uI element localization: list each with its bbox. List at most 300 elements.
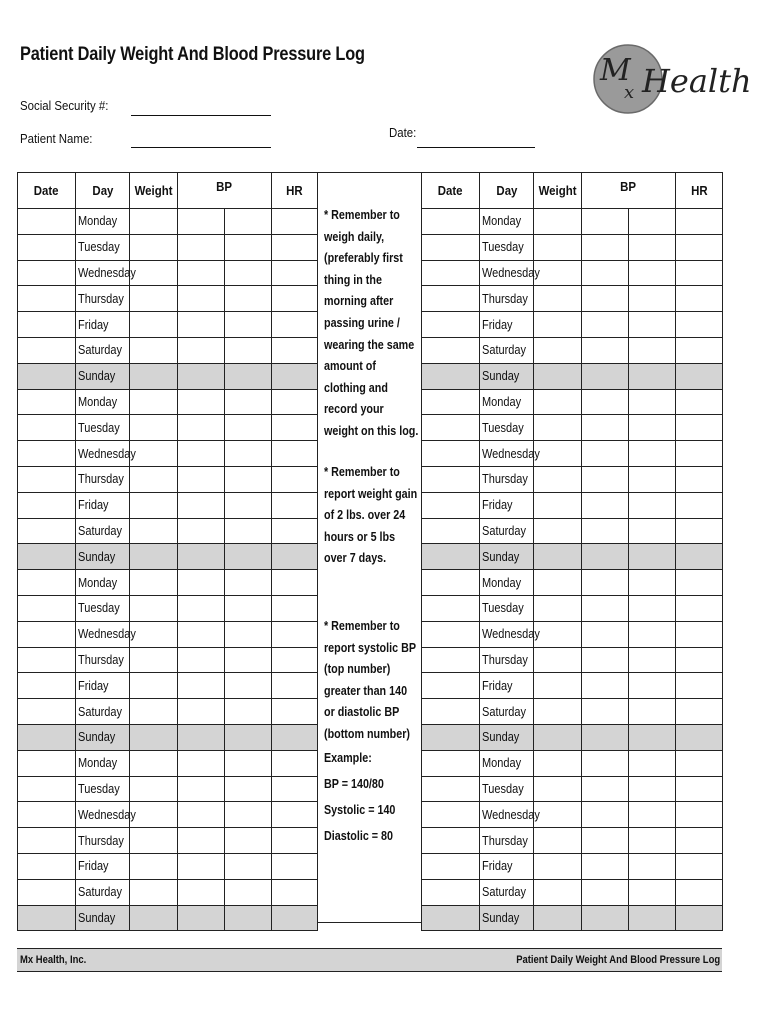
- bp-diastolic-cell[interactable]: [629, 389, 676, 415]
- hr-cell[interactable]: [676, 724, 723, 750]
- date-cell[interactable]: [18, 750, 76, 776]
- bp-systolic-cell[interactable]: [582, 518, 629, 544]
- bp-diastolic-cell[interactable]: [225, 724, 272, 750]
- date-cell[interactable]: [18, 905, 76, 931]
- hr-cell[interactable]: [676, 518, 723, 544]
- bp-diastolic-cell[interactable]: [629, 209, 676, 235]
- hr-cell[interactable]: [676, 905, 723, 931]
- weight-cell[interactable]: [130, 363, 178, 389]
- bp-systolic-cell[interactable]: [582, 802, 629, 828]
- hr-cell[interactable]: [272, 905, 318, 931]
- date-cell[interactable]: [422, 673, 480, 699]
- date-cell[interactable]: [422, 724, 480, 750]
- bp-diastolic-cell[interactable]: [629, 518, 676, 544]
- date-cell[interactable]: [422, 363, 480, 389]
- bp-systolic-cell[interactable]: [582, 492, 629, 518]
- bp-diastolic-cell[interactable]: [629, 595, 676, 621]
- day-cell: [480, 879, 534, 905]
- hr-cell[interactable]: [676, 595, 723, 621]
- bp-systolic-cell[interactable]: [582, 595, 629, 621]
- bp-diastolic-cell[interactable]: [225, 621, 272, 647]
- bp-systolic-cell[interactable]: [582, 544, 629, 570]
- hr-cell[interactable]: [676, 209, 723, 235]
- bp-diastolic-cell[interactable]: [629, 621, 676, 647]
- bp-systolic-cell[interactable]: [582, 389, 629, 415]
- bp-diastolic-cell[interactable]: [629, 905, 676, 931]
- weight-cell[interactable]: [130, 466, 178, 492]
- bp-systolic-cell[interactable]: [582, 466, 629, 492]
- bp-diastolic-cell[interactable]: [225, 286, 272, 312]
- bp-systolic-cell[interactable]: [582, 724, 629, 750]
- weight-cell[interactable]: [130, 673, 178, 699]
- bp-systolic-cell[interactable]: [178, 415, 225, 441]
- date-cell[interactable]: [18, 260, 76, 286]
- weight-cell[interactable]: [130, 389, 178, 415]
- table-row: [18, 492, 318, 518]
- weight-cell[interactable]: [534, 724, 582, 750]
- date-cell[interactable]: [18, 518, 76, 544]
- date-cell[interactable]: [18, 234, 76, 260]
- weight-cell[interactable]: [130, 544, 178, 570]
- bp-diastolic-cell[interactable]: [225, 879, 272, 905]
- bp-diastolic-cell[interactable]: [629, 415, 676, 441]
- bp-diastolic-cell[interactable]: [225, 209, 272, 235]
- date-cell[interactable]: [18, 544, 76, 570]
- weight-cell[interactable]: [130, 828, 178, 854]
- date-cell[interactable]: [18, 699, 76, 725]
- bp-diastolic-cell[interactable]: [629, 647, 676, 673]
- date-cell[interactable]: [422, 828, 480, 854]
- hr-cell[interactable]: [676, 363, 723, 389]
- bp-diastolic-cell[interactable]: [225, 389, 272, 415]
- table-row: [422, 673, 723, 699]
- page-title: Patient Daily Weight And Blood Pressure Log: [20, 44, 365, 65]
- hr-cell[interactable]: [272, 209, 318, 235]
- hr-cell[interactable]: [676, 260, 723, 286]
- ssn-field[interactable]: [131, 115, 271, 116]
- bp-diastolic-cell[interactable]: [629, 466, 676, 492]
- weight-cell[interactable]: [130, 234, 178, 260]
- date-cell[interactable]: [18, 621, 76, 647]
- bp-diastolic-cell[interactable]: [225, 363, 272, 389]
- hr-cell[interactable]: [676, 441, 723, 467]
- bp-systolic-cell[interactable]: [178, 699, 225, 725]
- bp-diastolic-cell[interactable]: [225, 234, 272, 260]
- hr-cell[interactable]: [676, 544, 723, 570]
- bp-systolic-cell[interactable]: [178, 234, 225, 260]
- bp-diastolic-cell[interactable]: [629, 673, 676, 699]
- bp-systolic-cell[interactable]: [178, 209, 225, 235]
- date-cell[interactable]: [422, 905, 480, 931]
- hr-cell[interactable]: [272, 286, 318, 312]
- date-cell[interactable]: [18, 415, 76, 441]
- bp-diastolic-cell[interactable]: [225, 466, 272, 492]
- hr-cell[interactable]: [272, 802, 318, 828]
- hr-cell[interactable]: [272, 518, 318, 544]
- bp-systolic-cell[interactable]: [178, 312, 225, 338]
- date-field[interactable]: [417, 147, 535, 148]
- hr-cell[interactable]: [272, 828, 318, 854]
- weight-cell[interactable]: [130, 518, 178, 544]
- day-label: Friday: [78, 678, 109, 693]
- weight-cell[interactable]: [130, 647, 178, 673]
- weight-cell[interactable]: [534, 415, 582, 441]
- hr-cell[interactable]: [272, 363, 318, 389]
- weight-cell[interactable]: [534, 492, 582, 518]
- bp-systolic-cell[interactable]: [582, 209, 629, 235]
- bp-systolic-cell[interactable]: [582, 415, 629, 441]
- bp-systolic-cell[interactable]: [178, 802, 225, 828]
- date-cell[interactable]: [18, 466, 76, 492]
- day-label: Thursday: [482, 472, 528, 487]
- bp-diastolic-cell[interactable]: [629, 363, 676, 389]
- date-cell[interactable]: [18, 286, 76, 312]
- bp-systolic-cell[interactable]: [178, 905, 225, 931]
- bp-systolic-cell[interactable]: [178, 724, 225, 750]
- bp-systolic-cell[interactable]: [178, 286, 225, 312]
- date-cell[interactable]: [18, 724, 76, 750]
- date-cell[interactable]: [422, 853, 480, 879]
- hr-cell[interactable]: [272, 853, 318, 879]
- day-label: Tuesday: [482, 781, 524, 796]
- weight-cell[interactable]: [534, 518, 582, 544]
- weight-cell[interactable]: [534, 828, 582, 854]
- day-label: Sunday: [482, 369, 520, 384]
- weight-cell[interactable]: [130, 621, 178, 647]
- hr-cell[interactable]: [272, 441, 318, 467]
- bp-diastolic-cell[interactable]: [225, 415, 272, 441]
- date-cell[interactable]: [18, 776, 76, 802]
- date-cell[interactable]: [422, 209, 480, 235]
- bp-diastolic-cell[interactable]: [629, 802, 676, 828]
- bp-diastolic-cell[interactable]: [225, 647, 272, 673]
- date-cell[interactable]: [422, 750, 480, 776]
- bp-diastolic-cell[interactable]: [629, 260, 676, 286]
- weight-cell[interactable]: [534, 595, 582, 621]
- hr-cell[interactable]: [272, 544, 318, 570]
- date-cell[interactable]: [422, 570, 480, 596]
- date-cell[interactable]: [18, 570, 76, 596]
- table-row: [422, 544, 723, 570]
- hr-cell[interactable]: [676, 879, 723, 905]
- bp-systolic-cell[interactable]: [178, 853, 225, 879]
- date-cell[interactable]: [422, 260, 480, 286]
- hr-cell[interactable]: [676, 312, 723, 338]
- date-cell[interactable]: [18, 879, 76, 905]
- hr-cell[interactable]: [676, 570, 723, 596]
- bp-diastolic-cell[interactable]: [225, 492, 272, 518]
- table-row: [422, 209, 723, 235]
- bp-systolic-cell[interactable]: [178, 337, 225, 363]
- hr-cell[interactable]: [272, 673, 318, 699]
- bp-diastolic-cell[interactable]: [225, 776, 272, 802]
- date-cell[interactable]: [18, 441, 76, 467]
- bp-diastolic-cell[interactable]: [225, 750, 272, 776]
- bp-systolic-cell[interactable]: [582, 363, 629, 389]
- hr-cell[interactable]: [272, 595, 318, 621]
- bp-diastolic-cell[interactable]: [225, 905, 272, 931]
- bp-diastolic-cell[interactable]: [225, 802, 272, 828]
- bp-systolic-cell[interactable]: [582, 776, 629, 802]
- day-label: Monday: [482, 575, 522, 590]
- bp-systolic-cell[interactable]: [582, 673, 629, 699]
- date-cell[interactable]: [422, 466, 480, 492]
- hr-cell[interactable]: [272, 492, 318, 518]
- bp-diastolic-cell[interactable]: [629, 879, 676, 905]
- bp-diastolic-cell[interactable]: [629, 441, 676, 467]
- bp-diastolic-cell[interactable]: [629, 570, 676, 596]
- weight-cell[interactable]: [534, 802, 582, 828]
- bp-diastolic-cell[interactable]: [629, 544, 676, 570]
- weight-cell[interactable]: [130, 570, 178, 596]
- date-cell[interactable]: [18, 389, 76, 415]
- bp-diastolic-cell[interactable]: [225, 260, 272, 286]
- date-cell[interactable]: [422, 492, 480, 518]
- weight-cell[interactable]: [534, 466, 582, 492]
- weight-cell[interactable]: [130, 802, 178, 828]
- bp-systolic-cell[interactable]: [582, 234, 629, 260]
- date-cell[interactable]: [18, 647, 76, 673]
- bp-systolic-cell[interactable]: [582, 441, 629, 467]
- bp-systolic-cell[interactable]: [582, 312, 629, 338]
- bp-diastolic-cell[interactable]: [225, 312, 272, 338]
- hr-cell[interactable]: [272, 570, 318, 596]
- weight-cell[interactable]: [130, 260, 178, 286]
- weight-cell[interactable]: [130, 595, 178, 621]
- bp-systolic-cell[interactable]: [582, 699, 629, 725]
- weight-cell[interactable]: [534, 363, 582, 389]
- bp-systolic-cell[interactable]: [582, 621, 629, 647]
- weight-cell[interactable]: [534, 879, 582, 905]
- bp-systolic-cell[interactable]: [178, 621, 225, 647]
- bp-systolic-cell[interactable]: [582, 905, 629, 931]
- hr-cell[interactable]: [272, 699, 318, 725]
- bp-systolic-cell[interactable]: [178, 776, 225, 802]
- day-label: Monday: [78, 575, 118, 590]
- weight-cell[interactable]: [534, 337, 582, 363]
- hr-cell[interactable]: [272, 389, 318, 415]
- date-cell[interactable]: [422, 337, 480, 363]
- bp-diastolic-cell[interactable]: [629, 286, 676, 312]
- weight-cell[interactable]: [534, 312, 582, 338]
- bp-diastolic-cell[interactable]: [225, 337, 272, 363]
- bp-diastolic-cell[interactable]: [225, 828, 272, 854]
- bp-systolic-cell[interactable]: [582, 286, 629, 312]
- weight-cell[interactable]: [534, 750, 582, 776]
- bp-diastolic-cell[interactable]: [629, 724, 676, 750]
- bp-diastolic-cell[interactable]: [225, 544, 272, 570]
- bp-systolic-cell[interactable]: [178, 492, 225, 518]
- date-cell[interactable]: [18, 853, 76, 879]
- bp-systolic-cell[interactable]: [178, 363, 225, 389]
- weight-cell[interactable]: [130, 699, 178, 725]
- hr-cell[interactable]: [676, 286, 723, 312]
- bp-diastolic-cell[interactable]: [629, 828, 676, 854]
- date-cell[interactable]: [422, 518, 480, 544]
- date-cell[interactable]: [422, 312, 480, 338]
- weight-cell[interactable]: [130, 286, 178, 312]
- bp-systolic-cell[interactable]: [582, 879, 629, 905]
- date-cell[interactable]: [422, 234, 480, 260]
- date-cell[interactable]: [422, 879, 480, 905]
- hr-cell[interactable]: [272, 337, 318, 363]
- date-cell[interactable]: [422, 699, 480, 725]
- hr-cell[interactable]: [676, 492, 723, 518]
- hr-cell[interactable]: [676, 673, 723, 699]
- date-cell[interactable]: [422, 776, 480, 802]
- weight-cell[interactable]: [534, 260, 582, 286]
- hr-cell[interactable]: [676, 853, 723, 879]
- bp-systolic-cell[interactable]: [178, 441, 225, 467]
- weight-cell[interactable]: [130, 905, 178, 931]
- bp-diastolic-cell[interactable]: [629, 750, 676, 776]
- bp-systolic-cell[interactable]: [178, 750, 225, 776]
- bp-systolic-cell[interactable]: [582, 853, 629, 879]
- date-cell[interactable]: [422, 389, 480, 415]
- date-cell[interactable]: [422, 441, 480, 467]
- date-cell[interactable]: [422, 647, 480, 673]
- day-label: Saturday: [78, 885, 123, 900]
- date-cell[interactable]: [18, 673, 76, 699]
- date-cell[interactable]: [18, 363, 76, 389]
- weight-cell[interactable]: [534, 853, 582, 879]
- bp-systolic-cell[interactable]: [582, 750, 629, 776]
- patient-name-field[interactable]: [131, 147, 271, 148]
- weight-cell[interactable]: [534, 441, 582, 467]
- date-cell[interactable]: [18, 209, 76, 235]
- bp-systolic-cell[interactable]: [178, 673, 225, 699]
- hr-cell[interactable]: [272, 647, 318, 673]
- bp-systolic-cell[interactable]: [178, 518, 225, 544]
- weight-cell[interactable]: [534, 647, 582, 673]
- hr-cell[interactable]: [272, 776, 318, 802]
- weight-cell[interactable]: [534, 673, 582, 699]
- bp-diastolic-cell[interactable]: [225, 673, 272, 699]
- bp-systolic-cell[interactable]: [178, 647, 225, 673]
- date-cell[interactable]: [18, 312, 76, 338]
- bp-systolic-cell[interactable]: [178, 570, 225, 596]
- weight-cell[interactable]: [130, 312, 178, 338]
- bp-diastolic-cell[interactable]: [629, 312, 676, 338]
- date-cell[interactable]: [422, 544, 480, 570]
- bp-systolic-cell[interactable]: [582, 260, 629, 286]
- hr-cell[interactable]: [676, 234, 723, 260]
- bp-diastolic-cell[interactable]: [629, 776, 676, 802]
- hr-cell[interactable]: [272, 750, 318, 776]
- weight-cell[interactable]: [130, 853, 178, 879]
- weight-cell[interactable]: [130, 337, 178, 363]
- weight-cell[interactable]: [130, 724, 178, 750]
- hr-cell[interactable]: [676, 337, 723, 363]
- bp-systolic-cell[interactable]: [178, 260, 225, 286]
- hr-cell[interactable]: [272, 260, 318, 286]
- bp-diastolic-cell[interactable]: [225, 595, 272, 621]
- bp-systolic-cell[interactable]: [178, 879, 225, 905]
- date-cell[interactable]: [18, 828, 76, 854]
- bp-systolic-cell[interactable]: [178, 466, 225, 492]
- bp-diastolic-cell[interactable]: [225, 853, 272, 879]
- table-row: [18, 209, 318, 235]
- date-cell[interactable]: [18, 595, 76, 621]
- bp-diastolic-cell[interactable]: [629, 853, 676, 879]
- hr-cell[interactable]: [676, 750, 723, 776]
- bp-systolic-cell[interactable]: [582, 828, 629, 854]
- hr-cell[interactable]: [676, 699, 723, 725]
- weight-cell[interactable]: [534, 570, 582, 596]
- hr-cell[interactable]: [676, 828, 723, 854]
- bp-systolic-cell[interactable]: [582, 337, 629, 363]
- bp-diastolic-cell[interactable]: [629, 337, 676, 363]
- weight-cell[interactable]: [534, 389, 582, 415]
- hr-cell[interactable]: [676, 466, 723, 492]
- hr-cell[interactable]: [272, 466, 318, 492]
- hr-cell[interactable]: [676, 621, 723, 647]
- weight-cell[interactable]: [130, 209, 178, 235]
- weight-cell[interactable]: [534, 234, 582, 260]
- bp-diastolic-cell[interactable]: [629, 699, 676, 725]
- weight-cell[interactable]: [130, 879, 178, 905]
- bp-systolic-cell[interactable]: [582, 647, 629, 673]
- hr-cell[interactable]: [272, 234, 318, 260]
- bp-systolic-cell[interactable]: [178, 544, 225, 570]
- date-cell[interactable]: [422, 595, 480, 621]
- date-cell[interactable]: [422, 802, 480, 828]
- weight-cell[interactable]: [534, 776, 582, 802]
- bp-diastolic-cell[interactable]: [225, 570, 272, 596]
- bp-diastolic-cell[interactable]: [225, 518, 272, 544]
- weight-cell[interactable]: [534, 286, 582, 312]
- weight-cell[interactable]: [534, 905, 582, 931]
- hr-cell[interactable]: [272, 879, 318, 905]
- weight-cell[interactable]: [130, 776, 178, 802]
- weight-cell[interactable]: [130, 492, 178, 518]
- hr-cell[interactable]: [272, 621, 318, 647]
- date-cell[interactable]: [18, 492, 76, 518]
- svg-text:M: M: [600, 53, 631, 88]
- bp-diastolic-cell[interactable]: [225, 441, 272, 467]
- weight-cell[interactable]: [534, 621, 582, 647]
- date-cell[interactable]: [18, 337, 76, 363]
- date-cell[interactable]: [422, 621, 480, 647]
- bp-diastolic-cell[interactable]: [629, 492, 676, 518]
- hr-cell[interactable]: [272, 415, 318, 441]
- weight-cell[interactable]: [130, 441, 178, 467]
- log-table-right: [421, 172, 723, 931]
- date-cell[interactable]: [422, 286, 480, 312]
- bp-diastolic-cell[interactable]: [629, 234, 676, 260]
- weight-cell[interactable]: [534, 209, 582, 235]
- bp-systolic-cell[interactable]: [582, 570, 629, 596]
- day-label: Thursday: [482, 652, 528, 667]
- hr-cell[interactable]: [676, 802, 723, 828]
- bp-systolic-cell[interactable]: [178, 595, 225, 621]
- bp-systolic-cell[interactable]: [178, 389, 225, 415]
- date-cell[interactable]: [422, 415, 480, 441]
- hr-cell[interactable]: [676, 389, 723, 415]
- hr-cell[interactable]: [676, 415, 723, 441]
- date-cell[interactable]: [18, 802, 76, 828]
- weight-cell[interactable]: [534, 699, 582, 725]
- hr-cell[interactable]: [676, 647, 723, 673]
- hr-cell[interactable]: [676, 776, 723, 802]
- weight-cell[interactable]: [534, 544, 582, 570]
- weight-cell[interactable]: [130, 750, 178, 776]
- bp-systolic-cell[interactable]: [178, 828, 225, 854]
- weight-cell[interactable]: [130, 415, 178, 441]
- hr-cell[interactable]: [272, 724, 318, 750]
- hr-cell[interactable]: [272, 312, 318, 338]
- bp-diastolic-cell[interactable]: [225, 699, 272, 725]
